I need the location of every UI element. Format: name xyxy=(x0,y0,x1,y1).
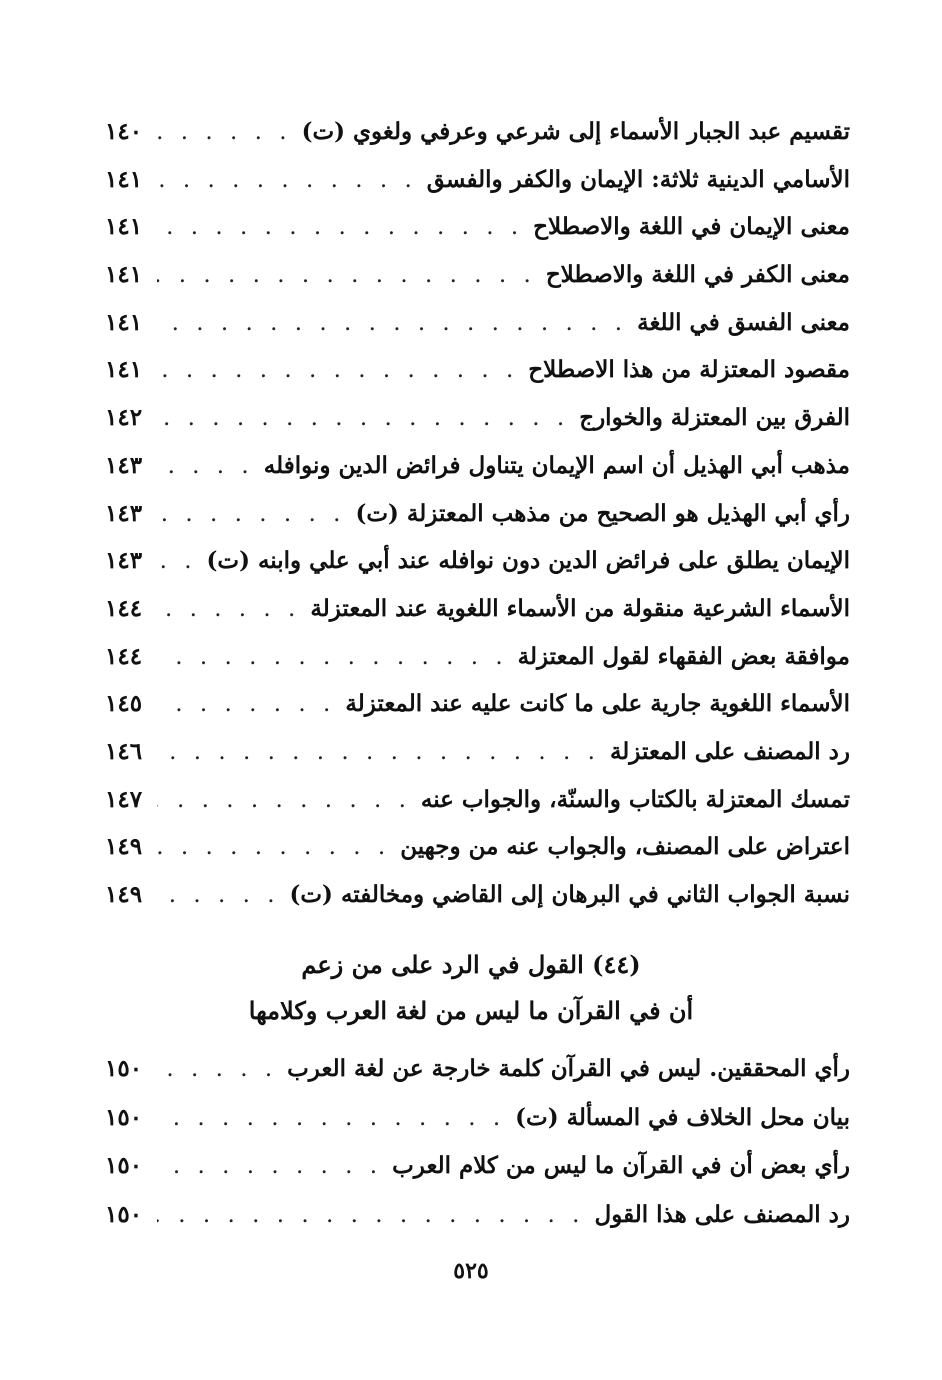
entry-title: رد المصنف على المعتزلة xyxy=(609,737,850,765)
entry-page-number: ١٥٠ xyxy=(105,1152,143,1179)
toc-entry xyxy=(105,1094,850,1143)
toc-entry xyxy=(105,490,850,538)
dot-leader xyxy=(157,395,569,443)
toc-entry xyxy=(105,203,850,251)
entry-page-number: ١٤٤ xyxy=(105,594,143,622)
page-number: ٥٢٥ xyxy=(453,1258,489,1284)
entry-page-number: ١٤٩ xyxy=(105,881,143,908)
entry-title: رد المصنف على هذا القول xyxy=(594,1200,850,1228)
dot-leader xyxy=(157,681,335,729)
entry-title: معنى الإيمان في اللغة والاصطلاح xyxy=(533,213,850,241)
entry-page-number: ١٤١ xyxy=(105,261,143,289)
dot-leader xyxy=(157,347,518,395)
entry-title: الأسامي الدينية ثلاثة: الإيمان والكفر والفسق xyxy=(426,165,850,193)
toc-list xyxy=(105,1045,850,1239)
toc-entry xyxy=(105,1142,850,1191)
entry-page-number: ١٤٧ xyxy=(105,785,143,813)
toc-entry xyxy=(105,299,850,347)
entry-page-number: ١٤٣ xyxy=(105,547,143,575)
dot-leader xyxy=(157,1142,382,1191)
toc-list xyxy=(105,108,850,919)
dot-leader xyxy=(157,109,292,157)
entry-page-number: ١٤٣ xyxy=(105,499,143,527)
entry-page-number: ١٥٠ xyxy=(105,1200,143,1228)
entry-title: الأسماء الشرعية منقولة من الأسماء اللغوية عند المعتزلة xyxy=(310,594,850,622)
entry-title: تقسيم عبد الجبار الأسماء إلى شرعي وعرفي ولغوي (ت) xyxy=(301,118,850,145)
dot-leader xyxy=(157,204,523,252)
entry-page-number: ١٤١ xyxy=(105,165,143,193)
entry-page-number: ١٤٤ xyxy=(105,642,143,670)
entry-title: رأي بعض أن في القرآن ما ليس من كلام العرب xyxy=(392,1152,850,1179)
toc-entry xyxy=(105,394,850,442)
entry-page-number: ١٤٥ xyxy=(105,690,143,718)
toc-entry xyxy=(105,871,850,919)
entry-title: نسبة الجواب الثاني في البرهان إلى القاضي ومخالفته (ت) xyxy=(289,881,850,908)
entry-title: تمسك المعتزلة بالكتاب والسنّة، والجواب عنه xyxy=(420,785,850,813)
entry-page-number: ١٥٠ xyxy=(105,1103,143,1131)
toc-entry xyxy=(105,442,850,490)
entry-page-number: ١٤٠ xyxy=(105,118,143,145)
toc-entry xyxy=(105,108,850,156)
dot-leader xyxy=(157,634,508,682)
entry-page-number: ١٤١ xyxy=(105,356,143,384)
dot-leader xyxy=(157,443,254,491)
dot-leader xyxy=(157,729,600,777)
toc-entry xyxy=(105,1045,850,1094)
entry-page-number: ١٤٢ xyxy=(105,404,143,432)
dot-leader xyxy=(157,777,411,825)
dot-leader xyxy=(157,252,536,300)
dot-leader xyxy=(157,491,345,539)
dot-leader xyxy=(157,1045,277,1094)
entry-title: مذهب أبي الهذيل أن اسم الإيمان يتناول فرائض الدين ونوافله xyxy=(263,451,850,479)
section-heading-line-2: أن في القرآن ما ليس من لغة العرب وكلامها xyxy=(248,996,694,1025)
toc-entry xyxy=(105,728,850,776)
entry-title: مقصود المعتزلة من هذا الاصطلاح xyxy=(528,356,850,384)
toc-entry xyxy=(105,823,850,871)
entry-title: الفرق بين المعتزلة والخوارج xyxy=(579,404,850,432)
entry-page-number: ١٤١ xyxy=(105,308,143,336)
toc-entry xyxy=(105,251,850,299)
dot-leader xyxy=(157,538,197,586)
entry-title: اعتراض على المصنف، والجواب عنه من وجهين xyxy=(400,833,850,861)
dot-leader xyxy=(157,872,280,920)
dot-leader xyxy=(157,1094,505,1143)
entry-title: رأي أبي الهذيل هو الصحيح من مذهب المعتزلة (ت) xyxy=(355,499,850,527)
entry-page-number: ١٤٣ xyxy=(105,451,143,479)
toc-entry xyxy=(105,633,850,681)
toc-entry xyxy=(105,537,850,585)
dot-leader xyxy=(157,157,417,205)
entry-page-number: ١٤١ xyxy=(105,213,143,241)
entry-page-number: ١٤٦ xyxy=(105,737,143,765)
dot-leader xyxy=(157,300,627,348)
section-heading-line-1: (٤٤) القول في الرد على من زعم xyxy=(301,950,641,979)
entry-page-number: ١٤٩ xyxy=(105,833,143,861)
entry-title: موافقة بعض الفقهاء لقول المعتزلة xyxy=(517,642,850,670)
toc-entry xyxy=(105,346,850,394)
dot-leader xyxy=(157,586,300,634)
toc-entry xyxy=(105,680,850,728)
toc-entry xyxy=(105,156,850,204)
toc-entry xyxy=(105,1191,850,1240)
dot-leader xyxy=(157,824,390,872)
entry-title: رأي المحققين. ليس في القرآن كلمة خارجة عن لغة العرب xyxy=(287,1055,850,1082)
entry-title: بيان محل الخلاف في المسألة (ت) xyxy=(515,1103,850,1131)
toc-entry xyxy=(105,585,850,633)
entry-title: الإيمان يطلق على فرائض الدين دون نوافله عند أبي علي وابنه (ت) xyxy=(206,547,850,575)
entry-title: الأسماء اللغوية جارية على ما كانت عليه عند المعتزلة xyxy=(345,690,850,718)
entry-title: معنى الفسق في اللغة xyxy=(637,308,850,336)
entry-title: معنى الكفر في اللغة والاصطلاح xyxy=(545,261,850,289)
toc-entry xyxy=(105,776,850,824)
entry-page-number: ١٥٠ xyxy=(105,1055,143,1082)
dot-leader xyxy=(157,1191,585,1240)
